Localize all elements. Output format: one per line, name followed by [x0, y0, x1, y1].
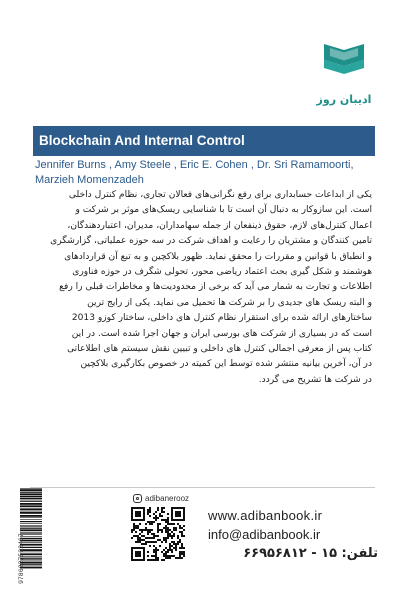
publisher-name: ادیبان روز: [316, 93, 372, 106]
contact-info: [208, 506, 378, 564]
description-line: یکی از ابداعات حسابداری برای رفع نگرانی‌های فعالان تجاری، نظام کنترل داخلی: [68, 190, 372, 200]
description-line: است که در بسیاری از شرکت های بورسی ایران و جهان اجرا شده است. در این: [71, 328, 372, 339]
social-handle: [133, 494, 189, 503]
authors-line: Marzieh Momenzadeh: [35, 174, 144, 186]
description-line: اعمال کنترل‌های لازم، حقوق ذینفعان از جمله سهامداران، مدیران، اعتباردهندگان،: [67, 220, 372, 231]
book-authors: [35, 158, 380, 188]
book-description: [34, 188, 372, 388]
description-line: در آن، آخرین بیانیه منتشر شده توسط این کمیته در خصوص بکارگیری بلاکچین: [80, 359, 372, 370]
description-line: و انطباق با قوانین و مقررات را محقق نماید. ظهور بلاکچین و به تبع آن قراردادهای: [64, 251, 372, 262]
divider: [30, 487, 375, 488]
qr-code: [131, 507, 185, 561]
description-line: هوشمند و شکل گیری بحث اعتماد ریاضی محور، تحولی شگرف در حوزه فناوری: [72, 267, 372, 278]
description-line: است. این سازوکار به دنبال آن است تا با شناسایی ریسک‌های موثر بر شرکت و: [75, 205, 372, 216]
instagram-icon: [133, 494, 142, 503]
book-title: Blockchain And Internal Control: [33, 126, 375, 156]
description-line: تامین کنندگان و مشتریان را رعایت و اهداف شرکت در سه حوزه عملیاتی، گزارشگری: [50, 236, 372, 247]
isbn-number: 9786227592467: [18, 533, 25, 584]
email-link[interactable]: info@adibanbook.ir: [208, 527, 321, 542]
book-stack-icon: [318, 38, 370, 90]
description-line: و البته ریسک های جدیدی را بر شرکت ها تحمیل می نماید. یکی از رایج ترین: [87, 297, 372, 308]
publisher-logo: [312, 38, 376, 112]
website-link[interactable]: www.adibanbook.ir: [208, 508, 323, 523]
authors-line: Jennifer Burns , Amy Steele , Eric E. Cohen , Dr. Sri Ramamoorti,: [35, 159, 354, 171]
social-handle-text: adibanerooz: [145, 494, 190, 503]
description-line: ساختارهای ارائه شده برای استقرار نظام کنترل های داخلی، ساختار کوزو 2013: [71, 313, 372, 324]
phone-number: تلفن: ۱۵ - ۶۶۹۵۶۸۱۲: [243, 546, 378, 561]
description-line: اطلاعات و تجارت به شمار می آید که برخی از محدودیت‌ها و مخاطرات قبلی را رفع: [59, 282, 372, 293]
description-line: کتاب پس از معرفی اجمالی کنترل های داخلی و تبیین نقش سیستم های اطلاعاتی: [67, 344, 372, 355]
description-line: در شرکت ها تشریح می گردد.: [258, 374, 372, 385]
